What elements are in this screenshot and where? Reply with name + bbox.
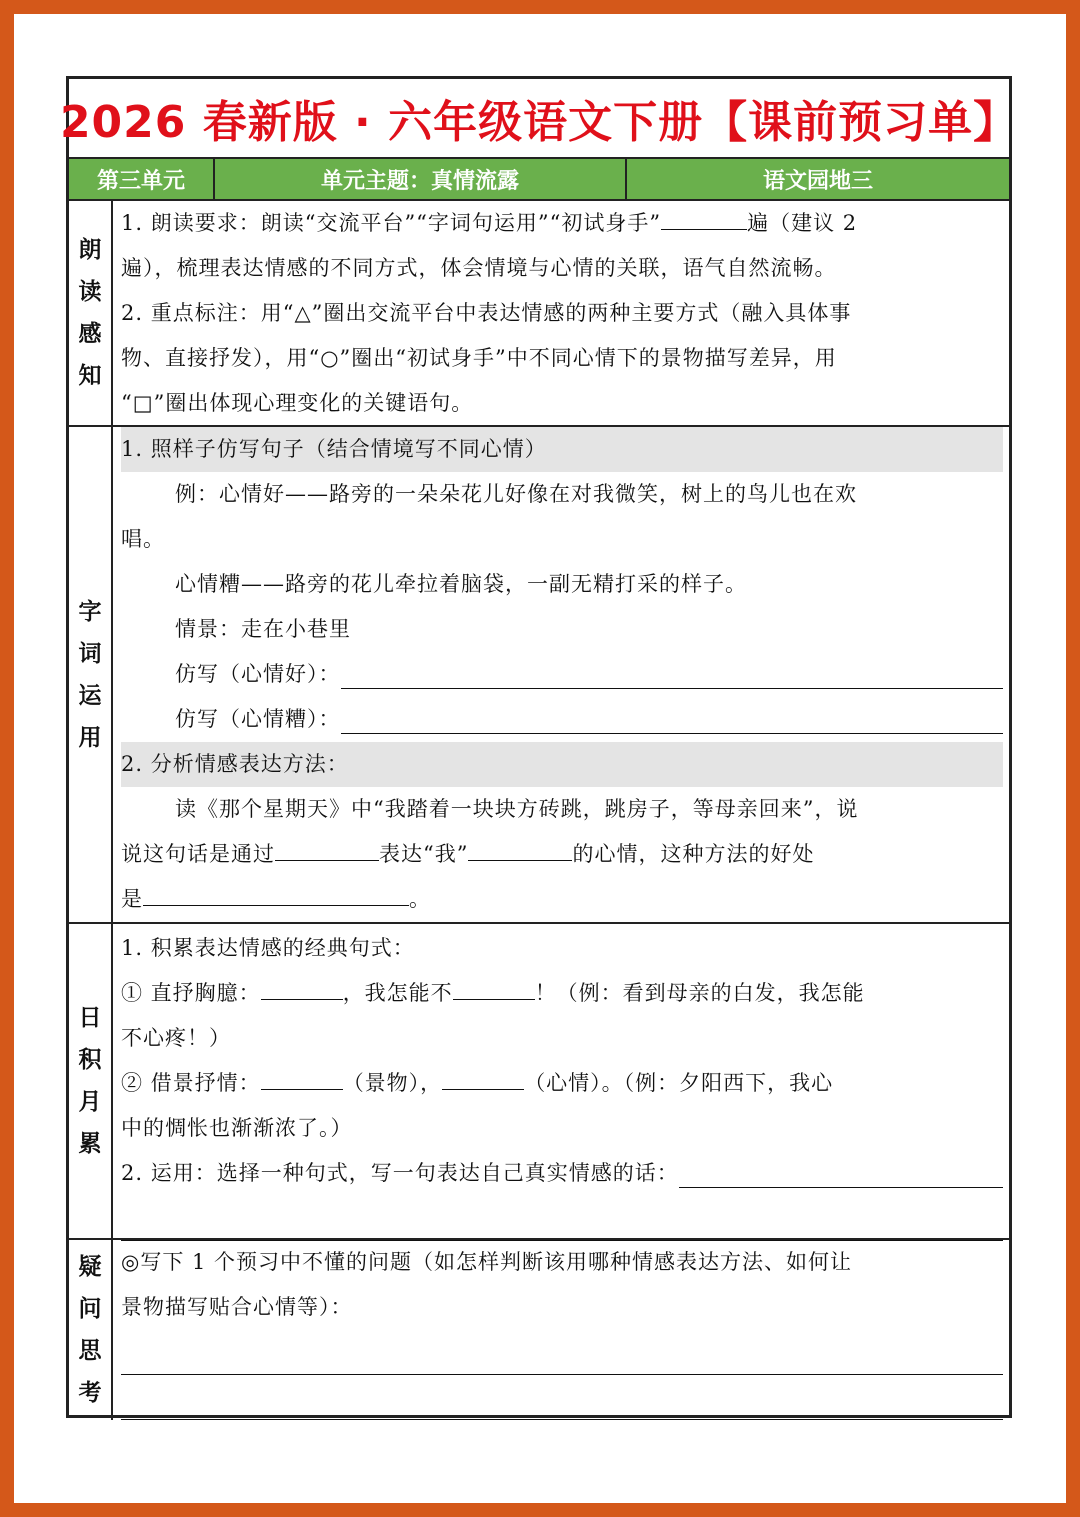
benefit-blank[interactable] <box>143 879 409 906</box>
direct-blank-2[interactable] <box>453 973 535 1000</box>
question-line-2[interactable] <box>121 1375 1003 1420</box>
page-title: 2026 春新版 · 六年级语文下册【课前预习单】 <box>69 79 1009 159</box>
scene-blank-1[interactable] <box>261 1063 343 1090</box>
unit-bar <box>69 159 1009 201</box>
words-content: 1. 照样子仿写句子（结合情境写不同心情） 例：心情好——路旁的一朵朵花儿好像在对我微笑，树上的鸟儿也在欢 唱。 心情糟——路旁的花儿牵拉着脑袋，一副无精打采的样子。 情景：走在小巷里 仿写（心情好）： 仿写（心情糟）： 2. 分析情感表达方法： 读《那个星期天》中“我踏着一块块方砖跳，跳房子，等母亲回来”，说 说这句话是通过 表达“我” 的心情，这种方法的好处 是 。 <box>113 427 1009 922</box>
section-label-reading: 朗 读 感 知 <box>69 201 113 425</box>
scene-blank-2[interactable] <box>442 1063 524 1090</box>
direct-blank-1[interactable] <box>261 973 343 1000</box>
imitate-bad-line[interactable] <box>341 703 1004 734</box>
own-sentence-line-2[interactable] <box>121 1196 1003 1241</box>
question-line-1[interactable] <box>121 1330 1003 1375</box>
unit-theme: 单元主题：真情流露 <box>215 159 627 199</box>
worksheet-table <box>59 76 1019 1418</box>
read-times-blank[interactable] <box>661 203 747 230</box>
section-questions <box>69 1240 1009 1420</box>
feeling-blank[interactable] <box>468 834 572 861</box>
section-label-questions: 疑 问 思 考 <box>69 1240 113 1420</box>
section-words <box>69 427 1009 924</box>
section-reading <box>69 201 1009 427</box>
section-label-words: 字 词 运 用 <box>69 427 113 922</box>
section-label-accumulate: 日 积 月 累 <box>69 924 113 1238</box>
own-sentence-line-1[interactable] <box>679 1157 1003 1188</box>
imitate-good-line[interactable] <box>341 658 1004 689</box>
worksheet-page <box>14 14 1066 1503</box>
unit-number: 第三单元 <box>69 159 215 199</box>
reading-content: 1. 朗读要求：朗读“交流平台”“字词句运用”“初试身手” 遍（建议 2 遍），梳理表达情感的不同方式，体会情境与心情的关联，语气自然流畅。 2. 重点标注：用“△”圈出交流平台中表达情感的两种主要方式（融入具体事 物、直接抒发），用“○”圈出“初试身手”中不同心情下的景物描写差异，用 “□”圈出体现心理变化的关键语句。 <box>113 201 1009 425</box>
lesson-name: 语文园地三 <box>762 168 873 194</box>
accumulate-content: 1. 积累表达情感的经典句式： ① 直抒胸臆： ，我怎能不 ！（例：看到母亲的白发，我怎能 不心疼！） ② 借景抒情： （景物）， （心情）。（例：夕阳西下，我心 中的惆怅也渐渐浓了。） 2. 运用：选择一种句式，写一句表达自己真实情感的话： <box>113 924 1009 1238</box>
method-blank[interactable] <box>275 834 379 861</box>
questions-content: ◎写下 1 个预习中不懂的问题（如怎样判断该用哪种情感表达方法、如何让 景物描写贴合心情等）： <box>113 1240 1009 1420</box>
section-accumulate <box>69 924 1009 1240</box>
